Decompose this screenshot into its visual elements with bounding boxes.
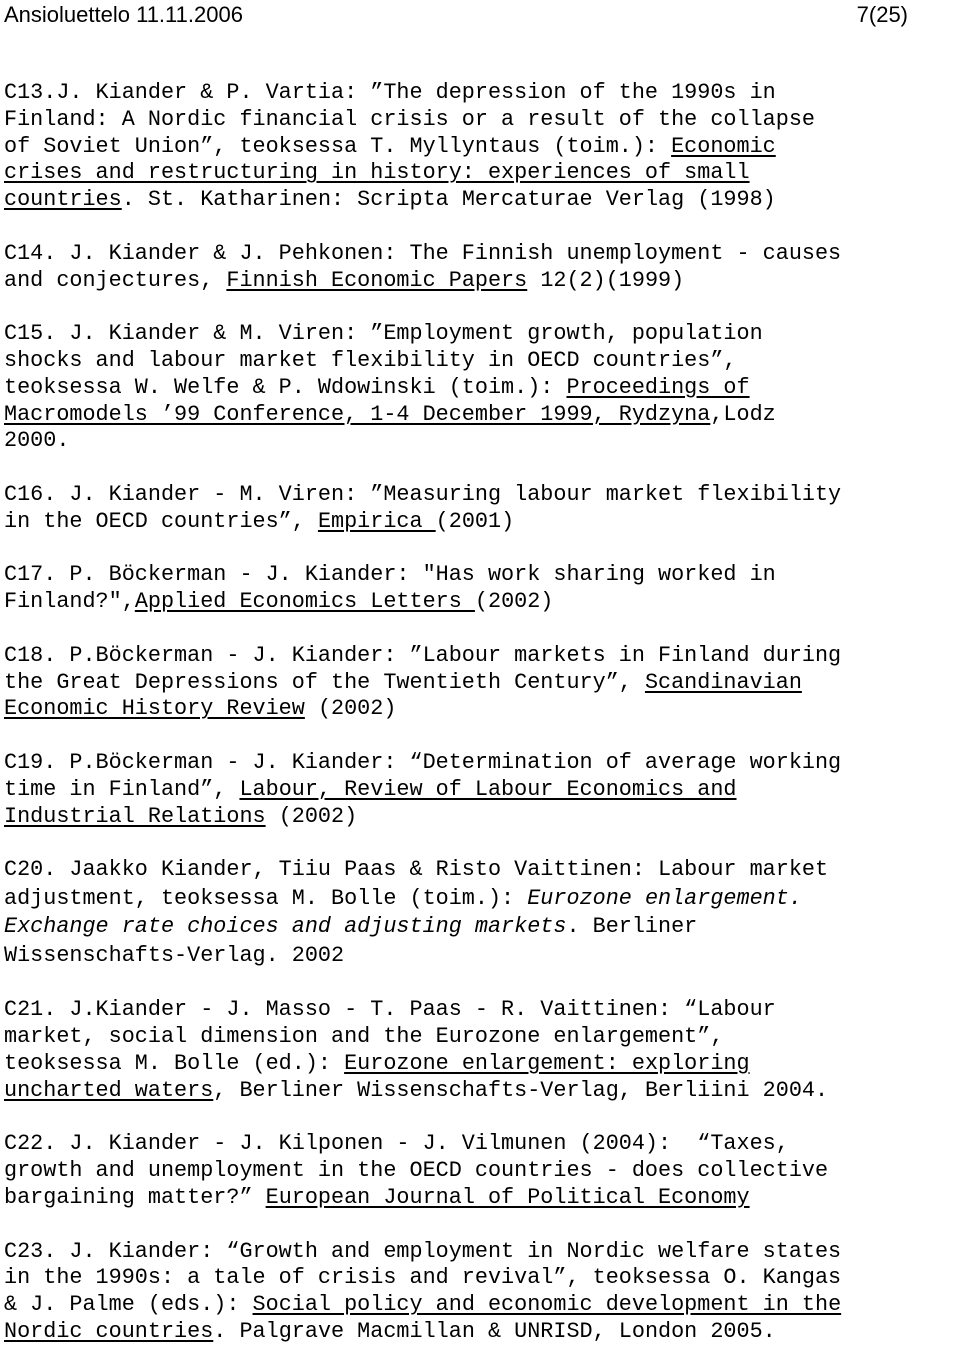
reference-line bbox=[4, 107, 958, 134]
reference-text: C18. P.Böckerman - J. Kiander: ”Labour markets in Finland during bbox=[4, 642, 842, 668]
reference-text: (2002) bbox=[474, 589, 554, 615]
reference-text: C19. P.Böckerman - J. Kiander: “Determination of average working bbox=[4, 749, 842, 775]
reference-line bbox=[4, 348, 958, 375]
reference-text: . Palgrave Macmillan & UNRISD, London 2005. bbox=[213, 1319, 776, 1345]
underlined-title: Empirica bbox=[317, 508, 436, 534]
reference-text: shocks and labour market flexibility in OECD countries”, bbox=[4, 347, 737, 373]
reference-text: Wissenschafts-Verlag. 2002 bbox=[4, 942, 345, 968]
reference-text: Finland: A Nordic financial crisis or a result of the collapse bbox=[4, 106, 815, 132]
reference-text: 12(2)(1999) bbox=[527, 267, 685, 293]
reference-line bbox=[4, 482, 958, 509]
reference-line bbox=[4, 1158, 958, 1185]
underlined-title: Scandinavian bbox=[644, 669, 802, 695]
page-header bbox=[4, 0, 908, 30]
reference-text: market, social dimension and the Eurozone enlargement”, bbox=[4, 1024, 724, 1050]
reference-text: adjustment, teoksessa M. Bolle (toim.): bbox=[4, 885, 528, 911]
reference-line bbox=[4, 241, 958, 268]
reference-entry bbox=[4, 321, 958, 455]
reference-line bbox=[4, 1078, 958, 1105]
reference-text: the Great Depressions of the Twentieth Century”, bbox=[4, 669, 645, 695]
reference-entry bbox=[4, 1131, 958, 1211]
reference-line bbox=[4, 886, 958, 915]
reference-line bbox=[4, 777, 958, 804]
reference-text: in the OECD countries”, bbox=[4, 508, 318, 534]
reference-entry bbox=[4, 80, 958, 214]
reference-line bbox=[4, 670, 958, 697]
reference-text: C13.J. Kiander & P. Vartia: ”The depression of the 1990s in bbox=[4, 80, 776, 105]
reference-text: C23. J. Kiander: “Growth and employment in Nordic welfare states bbox=[4, 1238, 842, 1264]
reference-entry bbox=[4, 857, 958, 971]
reference-line bbox=[4, 428, 958, 455]
italic-title: Eurozone enlargement. bbox=[527, 885, 802, 911]
reference-line bbox=[4, 804, 958, 831]
underlined-title: countries bbox=[4, 187, 122, 213]
reference-text: C15. J. Kiander & M. Viren: ”Employment growth, population bbox=[4, 321, 763, 347]
reference-text: teoksessa W. Welfe & P. Wdowinski (toim.): bbox=[4, 374, 567, 400]
reference-line bbox=[4, 1239, 958, 1266]
underlined-title: Economic bbox=[671, 133, 776, 159]
reference-text: , Berliner Wissenschafts-Verlag, Berliini 2004. bbox=[213, 1077, 829, 1103]
reference-text: in the 1990s: a tale of crisis and revival”, teoksessa O. Kangas bbox=[4, 1265, 842, 1291]
reference-line bbox=[4, 562, 958, 589]
italic-title: Exchange rate choices and adjusting markets bbox=[4, 914, 567, 940]
reference-line bbox=[4, 80, 958, 107]
reference-line bbox=[4, 1319, 958, 1346]
reference-text: of Soviet Union”, teoksessa T. Myllyntaus (toim.): bbox=[4, 133, 672, 159]
reference-entry bbox=[4, 241, 958, 295]
reference-line bbox=[4, 914, 958, 943]
reference-text: time in Finland”, bbox=[4, 776, 240, 802]
underlined-title: Applied Economics Letters bbox=[134, 589, 475, 615]
reference-text: C17. P. Böckerman - J. Kiander: "Has work sharing worked in bbox=[4, 562, 776, 588]
document-title: Ansioluettelo 11.11.2006 bbox=[4, 2, 243, 27]
reference-text: C21. J.Kiander - J. Masso - T. Paas - R. Vaittinen: “Labour bbox=[4, 997, 776, 1023]
reference-text: 2000. bbox=[4, 428, 70, 454]
reference-line bbox=[4, 268, 958, 295]
reference-list bbox=[4, 80, 958, 1346]
reference-text: C16. J. Kiander - M. Viren: ”Measuring labour market flexibility bbox=[4, 481, 842, 507]
reference-line bbox=[4, 402, 958, 429]
reference-line bbox=[4, 943, 958, 972]
reference-line bbox=[4, 1051, 958, 1078]
reference-line bbox=[4, 187, 958, 214]
reference-text: (2002) bbox=[304, 696, 397, 722]
reference-text: (2002) bbox=[265, 803, 358, 829]
reference-line bbox=[4, 696, 958, 723]
underlined-title: Macromodels ’99 Conference, 1-4 December 1999, Rydzyna bbox=[4, 401, 711, 427]
reference-line bbox=[4, 589, 958, 616]
underlined-title: Social policy and economic development in the bbox=[252, 1292, 842, 1318]
reference-entry bbox=[4, 750, 958, 830]
reference-line bbox=[4, 1185, 958, 1212]
underlined-title: crises and restructuring in history: experiences of small bbox=[4, 160, 750, 186]
reference-line bbox=[4, 643, 958, 670]
underlined-title: European Journal of Political Economy bbox=[265, 1185, 750, 1211]
reference-entry bbox=[4, 562, 958, 616]
reference-line bbox=[4, 160, 958, 187]
reference-line bbox=[4, 1292, 958, 1319]
underlined-title: Industrial Relations bbox=[4, 803, 266, 829]
reference-text: . St. Katharinen: Scripta Mercaturae Verlag (1998) bbox=[121, 187, 776, 213]
reference-text: bargaining matter?” bbox=[4, 1185, 266, 1211]
reference-text: teoksessa M. Bolle (ed.): bbox=[4, 1051, 345, 1077]
reference-line bbox=[4, 1131, 958, 1158]
reference-entry bbox=[4, 997, 958, 1104]
reference-line bbox=[4, 375, 958, 402]
reference-text: ,Lodz bbox=[710, 401, 776, 427]
underlined-title: Finnish Economic Papers bbox=[226, 267, 528, 293]
underlined-title: Eurozone enlargement: exploring bbox=[344, 1051, 750, 1077]
page-number: 7(25) bbox=[856, 2, 908, 27]
reference-text: & J. Palme (eds.): bbox=[4, 1292, 253, 1318]
reference-entry bbox=[4, 643, 958, 723]
reference-line bbox=[4, 321, 958, 348]
reference-text: (2001) bbox=[435, 508, 515, 534]
underlined-title: Economic History Review bbox=[4, 696, 305, 722]
reference-line bbox=[4, 134, 958, 161]
underlined-title: Proceedings of bbox=[566, 374, 750, 400]
reference-text: and conjectures, bbox=[4, 267, 227, 293]
underlined-title: Labour, Review of Labour Economics and bbox=[239, 776, 737, 802]
reference-text: Finland?", bbox=[4, 589, 135, 615]
reference-entry bbox=[4, 482, 958, 536]
reference-text: growth and unemployment in the OECD countries - does collective bbox=[4, 1158, 829, 1184]
reference-line bbox=[4, 509, 958, 536]
reference-line bbox=[4, 857, 958, 886]
reference-text: C20. Jaakko Kiander, Tiiu Paas & Risto Vaittinen: Labour market bbox=[4, 857, 829, 883]
reference-text: C22. J. Kiander - J. Kilponen - J. Vilmunen (2004): “Taxes, bbox=[4, 1131, 789, 1157]
underlined-title: Nordic countries bbox=[4, 1319, 214, 1345]
underlined-title: uncharted waters bbox=[4, 1077, 214, 1103]
reference-line bbox=[4, 1024, 958, 1051]
reference-text: . Berliner bbox=[566, 914, 698, 940]
reference-line bbox=[4, 997, 958, 1024]
reference-line bbox=[4, 1265, 958, 1292]
reference-text: C14. J. Kiander & J. Pehkonen: The Finnish unemployment - causes bbox=[4, 240, 842, 266]
reference-entry bbox=[4, 1239, 958, 1346]
reference-line bbox=[4, 750, 958, 777]
